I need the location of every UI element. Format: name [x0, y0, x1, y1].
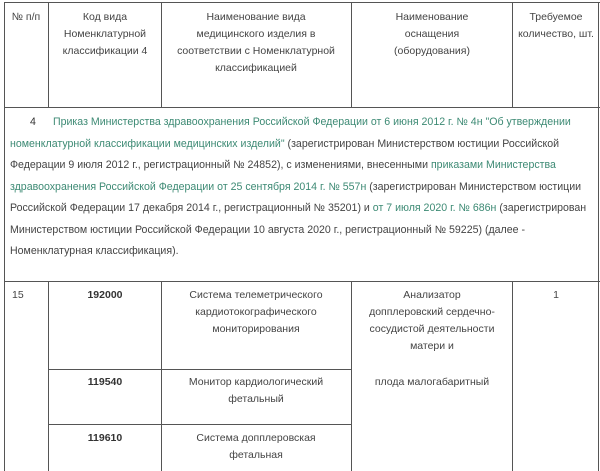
- table-border-top: [4, 2, 600, 3]
- item-name: Система телеметрического кардиотокографического мониторирования: [189, 289, 323, 335]
- header-name: Наименование вида медицинского изделия в соответствии с Номенклатурной классификацией: [177, 11, 335, 74]
- col-divider-4: [512, 2, 513, 108]
- footnote: [10, 112, 590, 263]
- equipment-name-part1: Анализатор допплеровский сердечно-сосудистой деятельности матери и: [369, 289, 495, 352]
- header-num: № п/п: [11, 11, 41, 23]
- item-name: Система допплеровская фетальная: [196, 432, 316, 461]
- footnote-number: 4: [30, 116, 36, 128]
- item-code: 192000: [87, 289, 123, 301]
- footnote-link-order-557n[interactable]: приказами Министерства здравоохранения Российской Федерации от 25 сентября 2014 г. № 557н: [10, 159, 556, 193]
- table-border-left: [4, 2, 5, 471]
- footnote-text: (зарегистрирован Министерством юстиции Российской Федерации 10 августа 2020 г., регистрационный № 59225) (далее - Номенклатурная классификация).: [10, 202, 587, 257]
- footnote-link-order-686n[interactable]: от 7 июля 2020 г. № 686н: [372, 202, 497, 214]
- item-name: Монитор кардиологический фетальный: [188, 376, 324, 405]
- footnote-divider: [4, 281, 600, 282]
- header-divider: [4, 107, 600, 108]
- subrow-divider-1: [48, 369, 352, 370]
- header-qty: Требуемое количество, шт.: [518, 11, 594, 40]
- subrow-divider-2: [48, 424, 352, 425]
- col-divider-3b: [351, 281, 352, 471]
- footnote-text: (зарегистрирован Министерством юстиции Российской Федерации 9 июля 2012 г., регистрационный № 24852), с изменениями, внесенными: [10, 137, 560, 171]
- col-divider-3: [351, 2, 352, 108]
- footnote-text: (зарегистрирован Министерством юстиции Российской Федерации 17 декабря 2014 г., регистрационный № 35201) и: [10, 180, 582, 214]
- item-code: 119540: [87, 376, 123, 388]
- col-divider-1: [48, 2, 49, 108]
- col-divider-2b: [161, 281, 162, 471]
- table-border-right: [598, 2, 599, 471]
- col-divider-2: [161, 2, 162, 108]
- equipment-name-part2: плода малогабаритный: [374, 376, 490, 388]
- footnote-link-order-4n[interactable]: Приказ Министерства здравоохранения Российской Федерации от 6 июня 2012 г. № 4н "Об утверждении номенклатурной классификации медицинских изделий": [10, 116, 571, 150]
- col-divider-4b: [512, 281, 513, 471]
- row-number: 15: [12, 289, 24, 301]
- header-code: Код вида Номенклатурной классификации 4: [62, 11, 148, 57]
- header-equipment: Наименование оснащения (оборудования): [394, 11, 470, 57]
- item-code: 119610: [87, 432, 123, 444]
- col-divider-1b: [48, 281, 49, 471]
- quantity: 1: [553, 289, 559, 301]
